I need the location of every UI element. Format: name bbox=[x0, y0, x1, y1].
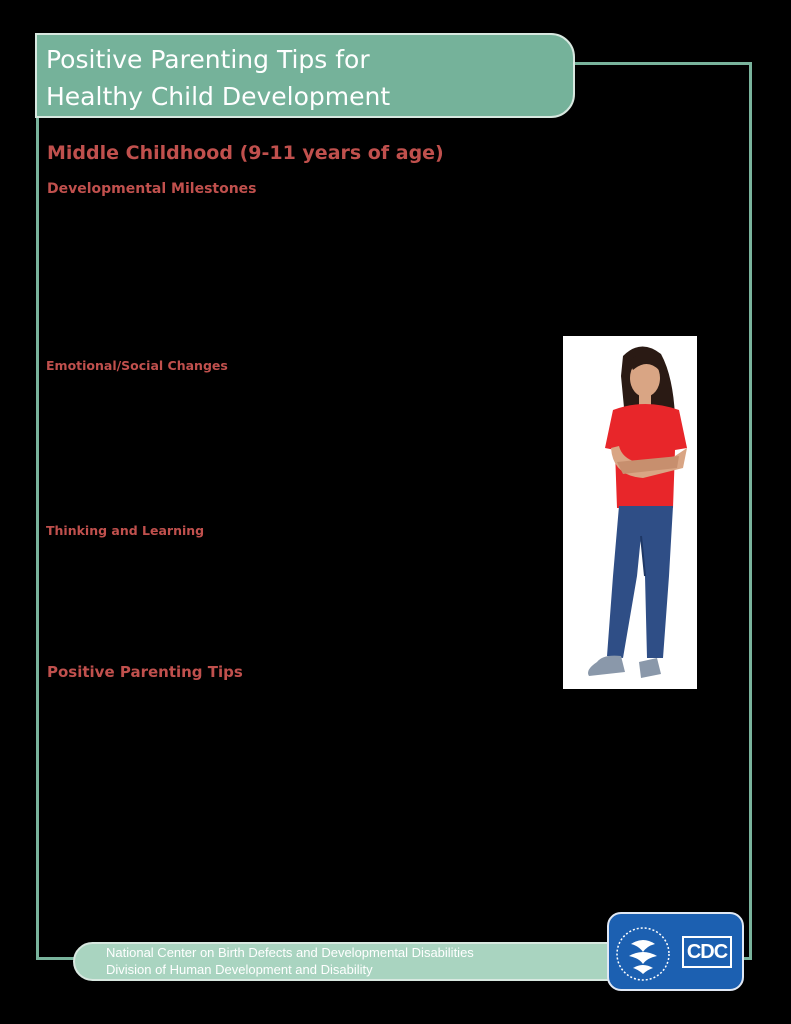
section-heading-emotional: Emotional/Social Changes bbox=[46, 358, 228, 373]
title-line-2: Healthy Child Development bbox=[46, 82, 391, 111]
section-heading-milestones: Developmental Milestones bbox=[47, 181, 257, 197]
section-heading-tips: Positive Parenting Tips bbox=[47, 663, 243, 681]
title-line-1: Positive Parenting Tips for bbox=[46, 45, 370, 74]
page-heading: Middle Childhood (9-11 years of age) bbox=[47, 142, 444, 164]
section-heading-thinking: Thinking and Learning bbox=[46, 523, 205, 538]
cdc-logo bbox=[607, 912, 744, 991]
title-banner bbox=[35, 33, 575, 118]
footer-division-line: Division of Human Development and Disability bbox=[106, 962, 373, 977]
child-photo bbox=[563, 336, 697, 689]
cdc-wordmark: CDC bbox=[682, 936, 732, 968]
footer-org-line: National Center on Birth Defects and Developmental Disabilities bbox=[106, 945, 474, 960]
footer-banner bbox=[73, 942, 633, 981]
hhs-seal-icon bbox=[613, 916, 673, 988]
